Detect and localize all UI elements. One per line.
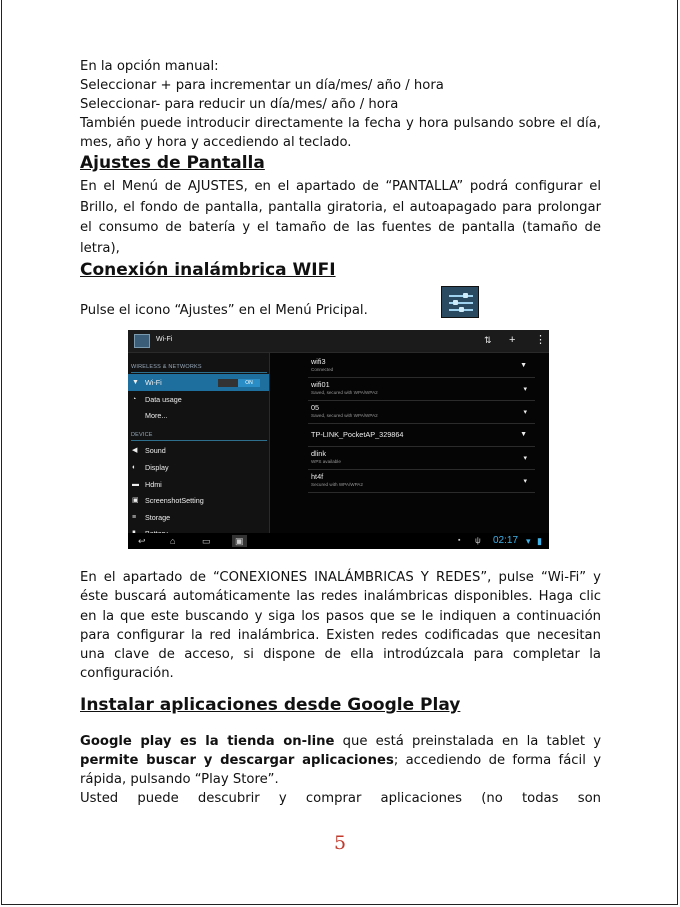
storage-icon: ≡ bbox=[132, 514, 137, 521]
data-usage-icon: ◔ bbox=[132, 396, 137, 403]
gallery-icon: ▪ bbox=[458, 537, 461, 544]
sidebar-item-display[interactable] bbox=[128, 459, 269, 476]
section-wireless: WIRELESS & NETWORKS bbox=[131, 364, 202, 370]
recents-icon[interactable]: ▭ bbox=[202, 536, 211, 546]
wifi-locked-icon: ▾ bbox=[523, 409, 527, 416]
sidebar-item-hdmi[interactable] bbox=[128, 476, 269, 493]
play-paragraph-2: Usted puede descubrir y comprar aplicaciones (no todas son bbox=[80, 791, 601, 806]
network-item[interactable] bbox=[308, 424, 535, 447]
sidebar-item-wifi[interactable] bbox=[128, 374, 269, 391]
wifi-status-icon: ▾ bbox=[526, 536, 531, 546]
sidebar-item-label: Display bbox=[145, 463, 169, 472]
sidebar-item-label: ScreenshotSetting bbox=[145, 496, 204, 505]
play-section bbox=[80, 694, 601, 808]
network-item[interactable] bbox=[308, 401, 535, 424]
screenshot-icon: ▣ bbox=[132, 497, 139, 504]
back-icon[interactable]: ↩ bbox=[138, 536, 146, 546]
home-icon[interactable]: ⌂ bbox=[170, 536, 176, 546]
settings-sliders-icon bbox=[441, 286, 479, 318]
wifi-locked-icon: ▾ bbox=[523, 478, 527, 485]
system-nav-bar bbox=[128, 533, 549, 549]
wifi-signal-icon: ▼ bbox=[520, 431, 527, 438]
usb-icon: ψ bbox=[475, 536, 481, 545]
play-text-2: ; accediendo de forma fácil y rápida, pulsando “Play Store”. bbox=[80, 753, 601, 787]
overflow-menu-icon[interactable]: ⋮ bbox=[535, 334, 546, 346]
sidebar-item-sound[interactable] bbox=[128, 442, 269, 459]
wifi-paragraph-block bbox=[80, 568, 601, 684]
network-name: wifi01 bbox=[311, 380, 330, 389]
display-heading: Ajustes de Pantalla bbox=[80, 153, 265, 173]
intro-line: En la opción manual: bbox=[80, 59, 219, 74]
play-paragraph bbox=[80, 732, 601, 789]
page-number: 5 bbox=[333, 832, 347, 854]
network-status: Saved, secured with WPA/WPA2 bbox=[311, 413, 378, 418]
screenshot-button-icon[interactable]: ▣ bbox=[232, 535, 247, 547]
wps-icon[interactable]: ⇅ bbox=[484, 335, 492, 345]
add-network-icon[interactable]: + bbox=[509, 334, 516, 346]
network-name: TP-LINK_PocketAP_329864 bbox=[311, 430, 404, 439]
sidebar-item-screenshot[interactable] bbox=[128, 492, 269, 509]
action-bar-title: Wi-Fi bbox=[156, 336, 173, 343]
network-item[interactable] bbox=[308, 378, 535, 401]
sidebar-item-label: Storage bbox=[145, 513, 171, 522]
toggle-label: ON bbox=[238, 379, 260, 387]
section-device: DEVICE bbox=[131, 432, 153, 438]
wifi-signal-icon: ▼ bbox=[520, 362, 527, 369]
sidebar-item-label: Sound bbox=[145, 446, 166, 455]
wifi-heading: Conexión inalámbrica WIFI bbox=[80, 260, 336, 280]
network-item[interactable] bbox=[308, 470, 535, 493]
wifi-settings-screenshot bbox=[128, 330, 549, 549]
sidebar-item-storage[interactable] bbox=[128, 509, 269, 526]
sidebar-item-label: More... bbox=[145, 411, 168, 420]
display-icon: ◐ bbox=[132, 464, 137, 471]
sidebar-item-data-usage[interactable] bbox=[128, 391, 269, 408]
intro-line: Seleccionar- para reducir un día/mes/ año / hora bbox=[80, 97, 399, 112]
intro-block bbox=[80, 57, 601, 152]
network-status: Secured with WPA/WPA2 bbox=[311, 482, 363, 487]
play-bold-1: Google play es la tienda on-line bbox=[80, 734, 335, 749]
wifi-section bbox=[80, 259, 601, 320]
network-item[interactable] bbox=[308, 355, 535, 378]
sidebar-item-label: Hdmi bbox=[145, 480, 162, 489]
intro-paragraph: También puede introducir directamente la fecha y hora pulsando sobre el día, mes, año y hora y accediendo al teclado. bbox=[80, 116, 601, 150]
display-paragraph: En el Menú de AJUSTES, en el apartado de “PANTALLA” podrá configurar el Brillo, el fondo de pantalla, pantalla giratoria, el autoapagado para prolongar el consumo de batería y el tamaño de las fuentes de pantalla (tamaño de letra), bbox=[80, 179, 601, 256]
network-status: WPS available bbox=[311, 459, 341, 464]
wifi-instruction: Pulse el icono “Ajustes” en el Menú Pricipal. bbox=[80, 303, 368, 318]
wifi-toggle[interactable] bbox=[218, 379, 260, 387]
settings-sidebar bbox=[128, 353, 269, 533]
display-section bbox=[80, 152, 601, 259]
wifi-locked-icon: ▾ bbox=[523, 386, 527, 393]
sidebar-item-label: Wi-Fi bbox=[145, 378, 162, 387]
settings-app-icon bbox=[134, 334, 150, 348]
wifi-paragraph: En el apartado de “CONEXIONES INALÁMBRICAS Y REDES”, pulse “Wi-Fi” y éste buscará automáticamente las redes inalámbricas disponibles. Haga clic en la que este buscando y siga los pasos que se le indiquen a continuación para configurar la red inalámbrica. Existen redes codificadas que necesitan una clave de acceso, si dispone de ella introdúzcala para completar la configuración. bbox=[80, 570, 601, 682]
sound-icon: ◀ bbox=[132, 447, 138, 454]
sidebar-item-label: Data usage bbox=[145, 395, 182, 404]
network-item[interactable] bbox=[308, 447, 535, 470]
status-clock: 02:17 bbox=[493, 535, 519, 546]
play-bold-2: permite buscar y descargar aplicaciones bbox=[80, 753, 394, 768]
hdmi-icon: ▬ bbox=[132, 481, 139, 488]
network-name: ht4f bbox=[311, 472, 324, 481]
network-status: Connected bbox=[311, 367, 334, 372]
intro-line: Seleccionar + para incrementar un día/mes/ año / hora bbox=[80, 78, 444, 93]
wifi-signal-icon: ▾ bbox=[523, 455, 527, 462]
action-bar bbox=[128, 330, 549, 353]
play-text-1: que está preinstalada en la tablet y bbox=[334, 734, 601, 749]
network-status: Saved, secured with WPA/WPA2 bbox=[311, 390, 378, 395]
network-name: 05 bbox=[311, 403, 320, 412]
sidebar-item-more[interactable] bbox=[128, 407, 269, 424]
network-name: dlink bbox=[311, 449, 327, 458]
network-name: wifi3 bbox=[311, 357, 326, 366]
play-heading: Instalar aplicaciones desde Google Play bbox=[80, 695, 461, 715]
battery-status-icon: ▮ bbox=[537, 536, 542, 546]
wifi-icon: ▼ bbox=[132, 379, 139, 386]
